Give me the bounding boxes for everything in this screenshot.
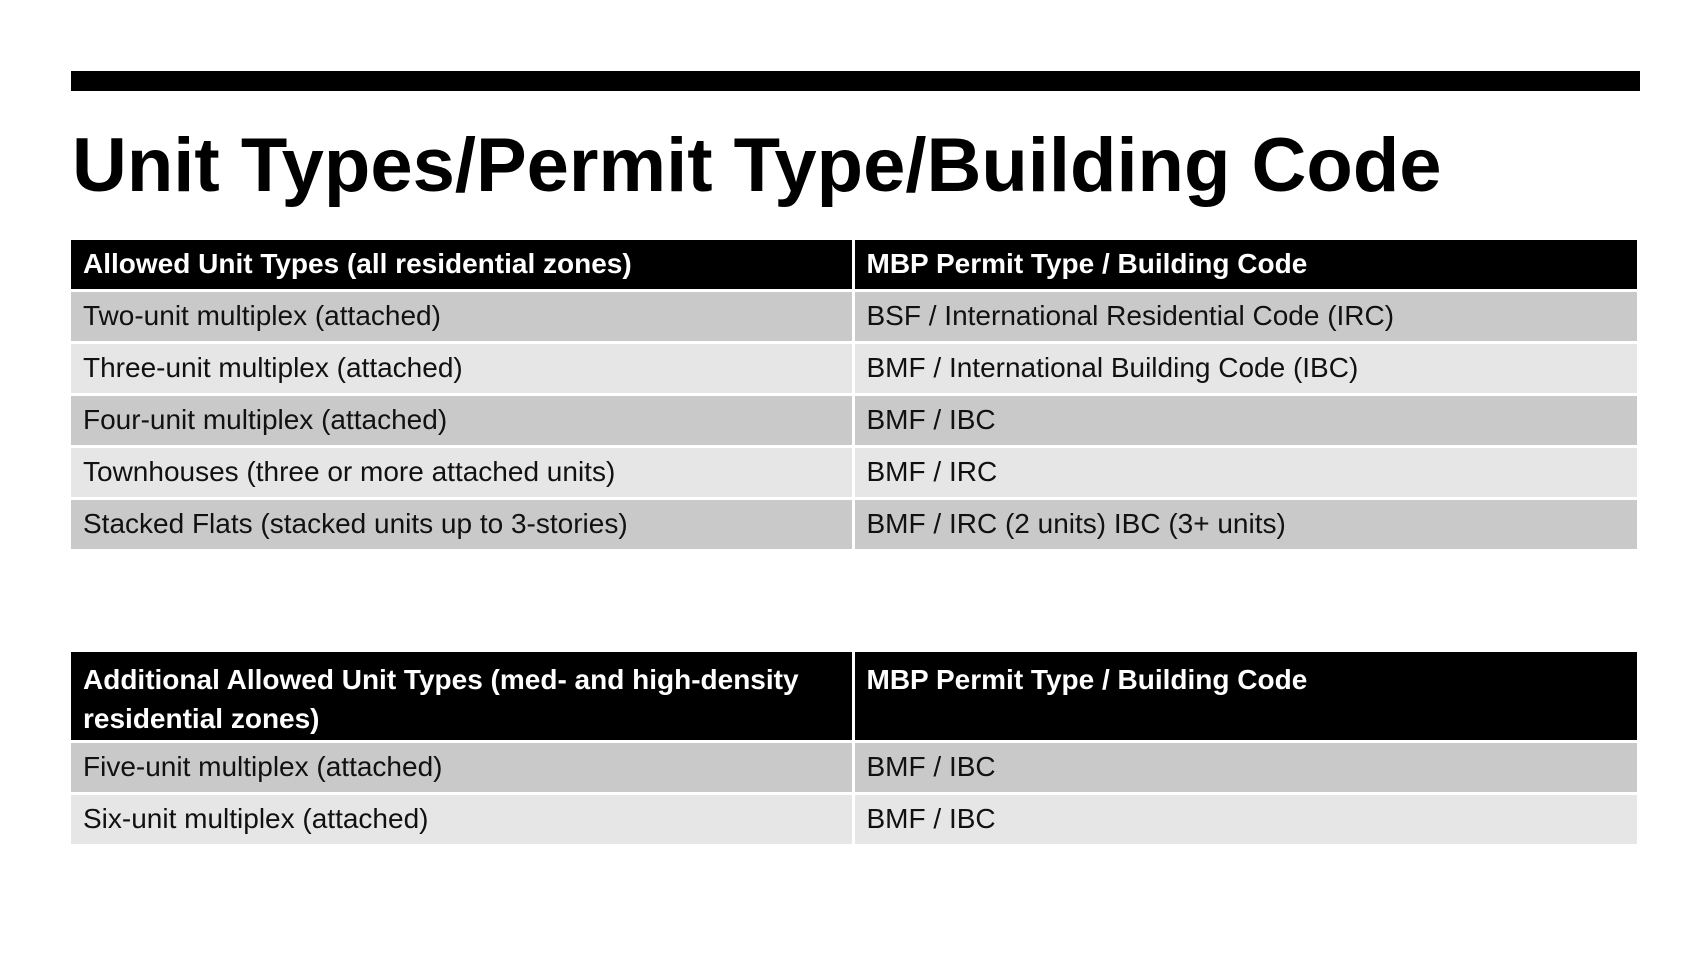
table-row xyxy=(71,446,1637,498)
table-header-row xyxy=(71,240,1637,290)
unit-type-cell: Three-unit multiplex (attached) xyxy=(71,342,853,394)
table-row xyxy=(71,290,1637,342)
permit-type-cell: BMF / IBC xyxy=(853,793,1637,845)
unit-type-cell: Five-unit multiplex (attached) xyxy=(71,741,853,793)
table-row xyxy=(71,741,1637,793)
permit-type-cell: BMF / IBC xyxy=(853,741,1637,793)
table-row xyxy=(71,342,1637,394)
unit-type-cell: Six-unit multiplex (attached) xyxy=(71,793,853,845)
unit-type-cell: Two-unit multiplex (attached) xyxy=(71,290,853,342)
permit-type-cell: BMF / IBC xyxy=(853,394,1637,446)
permit-type-cell: BMF / IRC xyxy=(853,446,1637,498)
column-header-additional-unit-types: Additional Allowed Unit Types (med- and high-density residential zones) xyxy=(71,652,853,741)
column-header-unit-types: Allowed Unit Types (all residential zones) xyxy=(71,240,853,290)
page-title: Unit Types/Permit Type/Building Code xyxy=(72,123,1442,208)
table-header-row xyxy=(71,652,1637,741)
permit-type-cell: BMF / International Building Code (IBC) xyxy=(853,342,1637,394)
title-rule xyxy=(71,71,1640,91)
table-row xyxy=(71,498,1637,550)
additional-unit-types-table xyxy=(71,652,1637,847)
table-row xyxy=(71,793,1637,845)
unit-types-table xyxy=(71,240,1637,552)
unit-type-cell: Townhouses (three or more attached units) xyxy=(71,446,853,498)
permit-type-cell: BMF / IRC (2 units) IBC (3+ units) xyxy=(853,498,1637,550)
column-header-permit-type: MBP Permit Type / Building Code xyxy=(853,240,1637,290)
unit-type-cell: Four-unit multiplex (attached) xyxy=(71,394,853,446)
column-header-permit-type: MBP Permit Type / Building Code xyxy=(853,652,1637,741)
unit-type-cell: Stacked Flats (stacked units up to 3-stories) xyxy=(71,498,853,550)
table-row xyxy=(71,394,1637,446)
permit-type-cell: BSF / International Residential Code (IRC) xyxy=(853,290,1637,342)
